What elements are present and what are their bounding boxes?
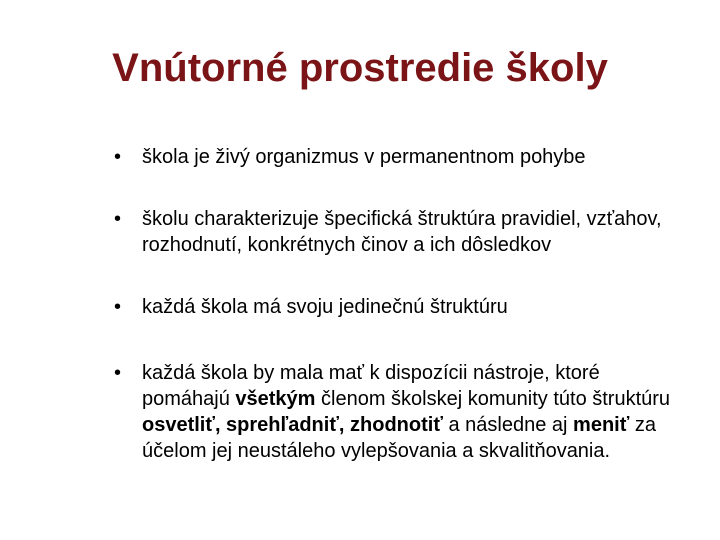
- bullet-item: [112, 144, 672, 170]
- bullet-dot-icon: •: [114, 208, 122, 230]
- text-segment: a následne aj: [442, 414, 574, 436]
- slide-title: Vnútorné prostredie školy: [112, 46, 608, 90]
- text-segment: za účelom jej neustáleho vylepšovania a skvalitňovania.: [142, 414, 656, 462]
- bullet-item: [112, 294, 672, 320]
- bold-segment: osvetliť, sprehľadniť, zhodnotiť: [142, 414, 443, 436]
- bold-segment: všetkým: [235, 388, 316, 410]
- bullet-text: [142, 362, 670, 462]
- bullet-dot-icon: •: [114, 146, 122, 168]
- bullet-list: [112, 144, 672, 500]
- bullet-dot-icon: •: [114, 362, 122, 384]
- bullet-text: školu charakterizuje špecifická štruktúra pravidiel, vzťahov, rozhodnutí, konkrétnych činov a ich dôsledkov: [142, 208, 662, 256]
- bullet-dot-icon: •: [114, 296, 122, 318]
- bullet-text: každá škola má svoju jedinečnú štruktúru: [142, 296, 508, 318]
- bullet-item: [112, 206, 672, 258]
- bullet-item: [112, 360, 672, 464]
- bullet-text: škola je živý organizmus v permanentnom pohybe: [142, 146, 586, 168]
- text-segment: každá škola by mala mať k dispozícii nástroje, ktoré pomáhajú: [142, 362, 600, 410]
- text-segment: členom školskej komunity túto štruktúru: [315, 388, 671, 410]
- bold-segment: meniť: [573, 414, 630, 436]
